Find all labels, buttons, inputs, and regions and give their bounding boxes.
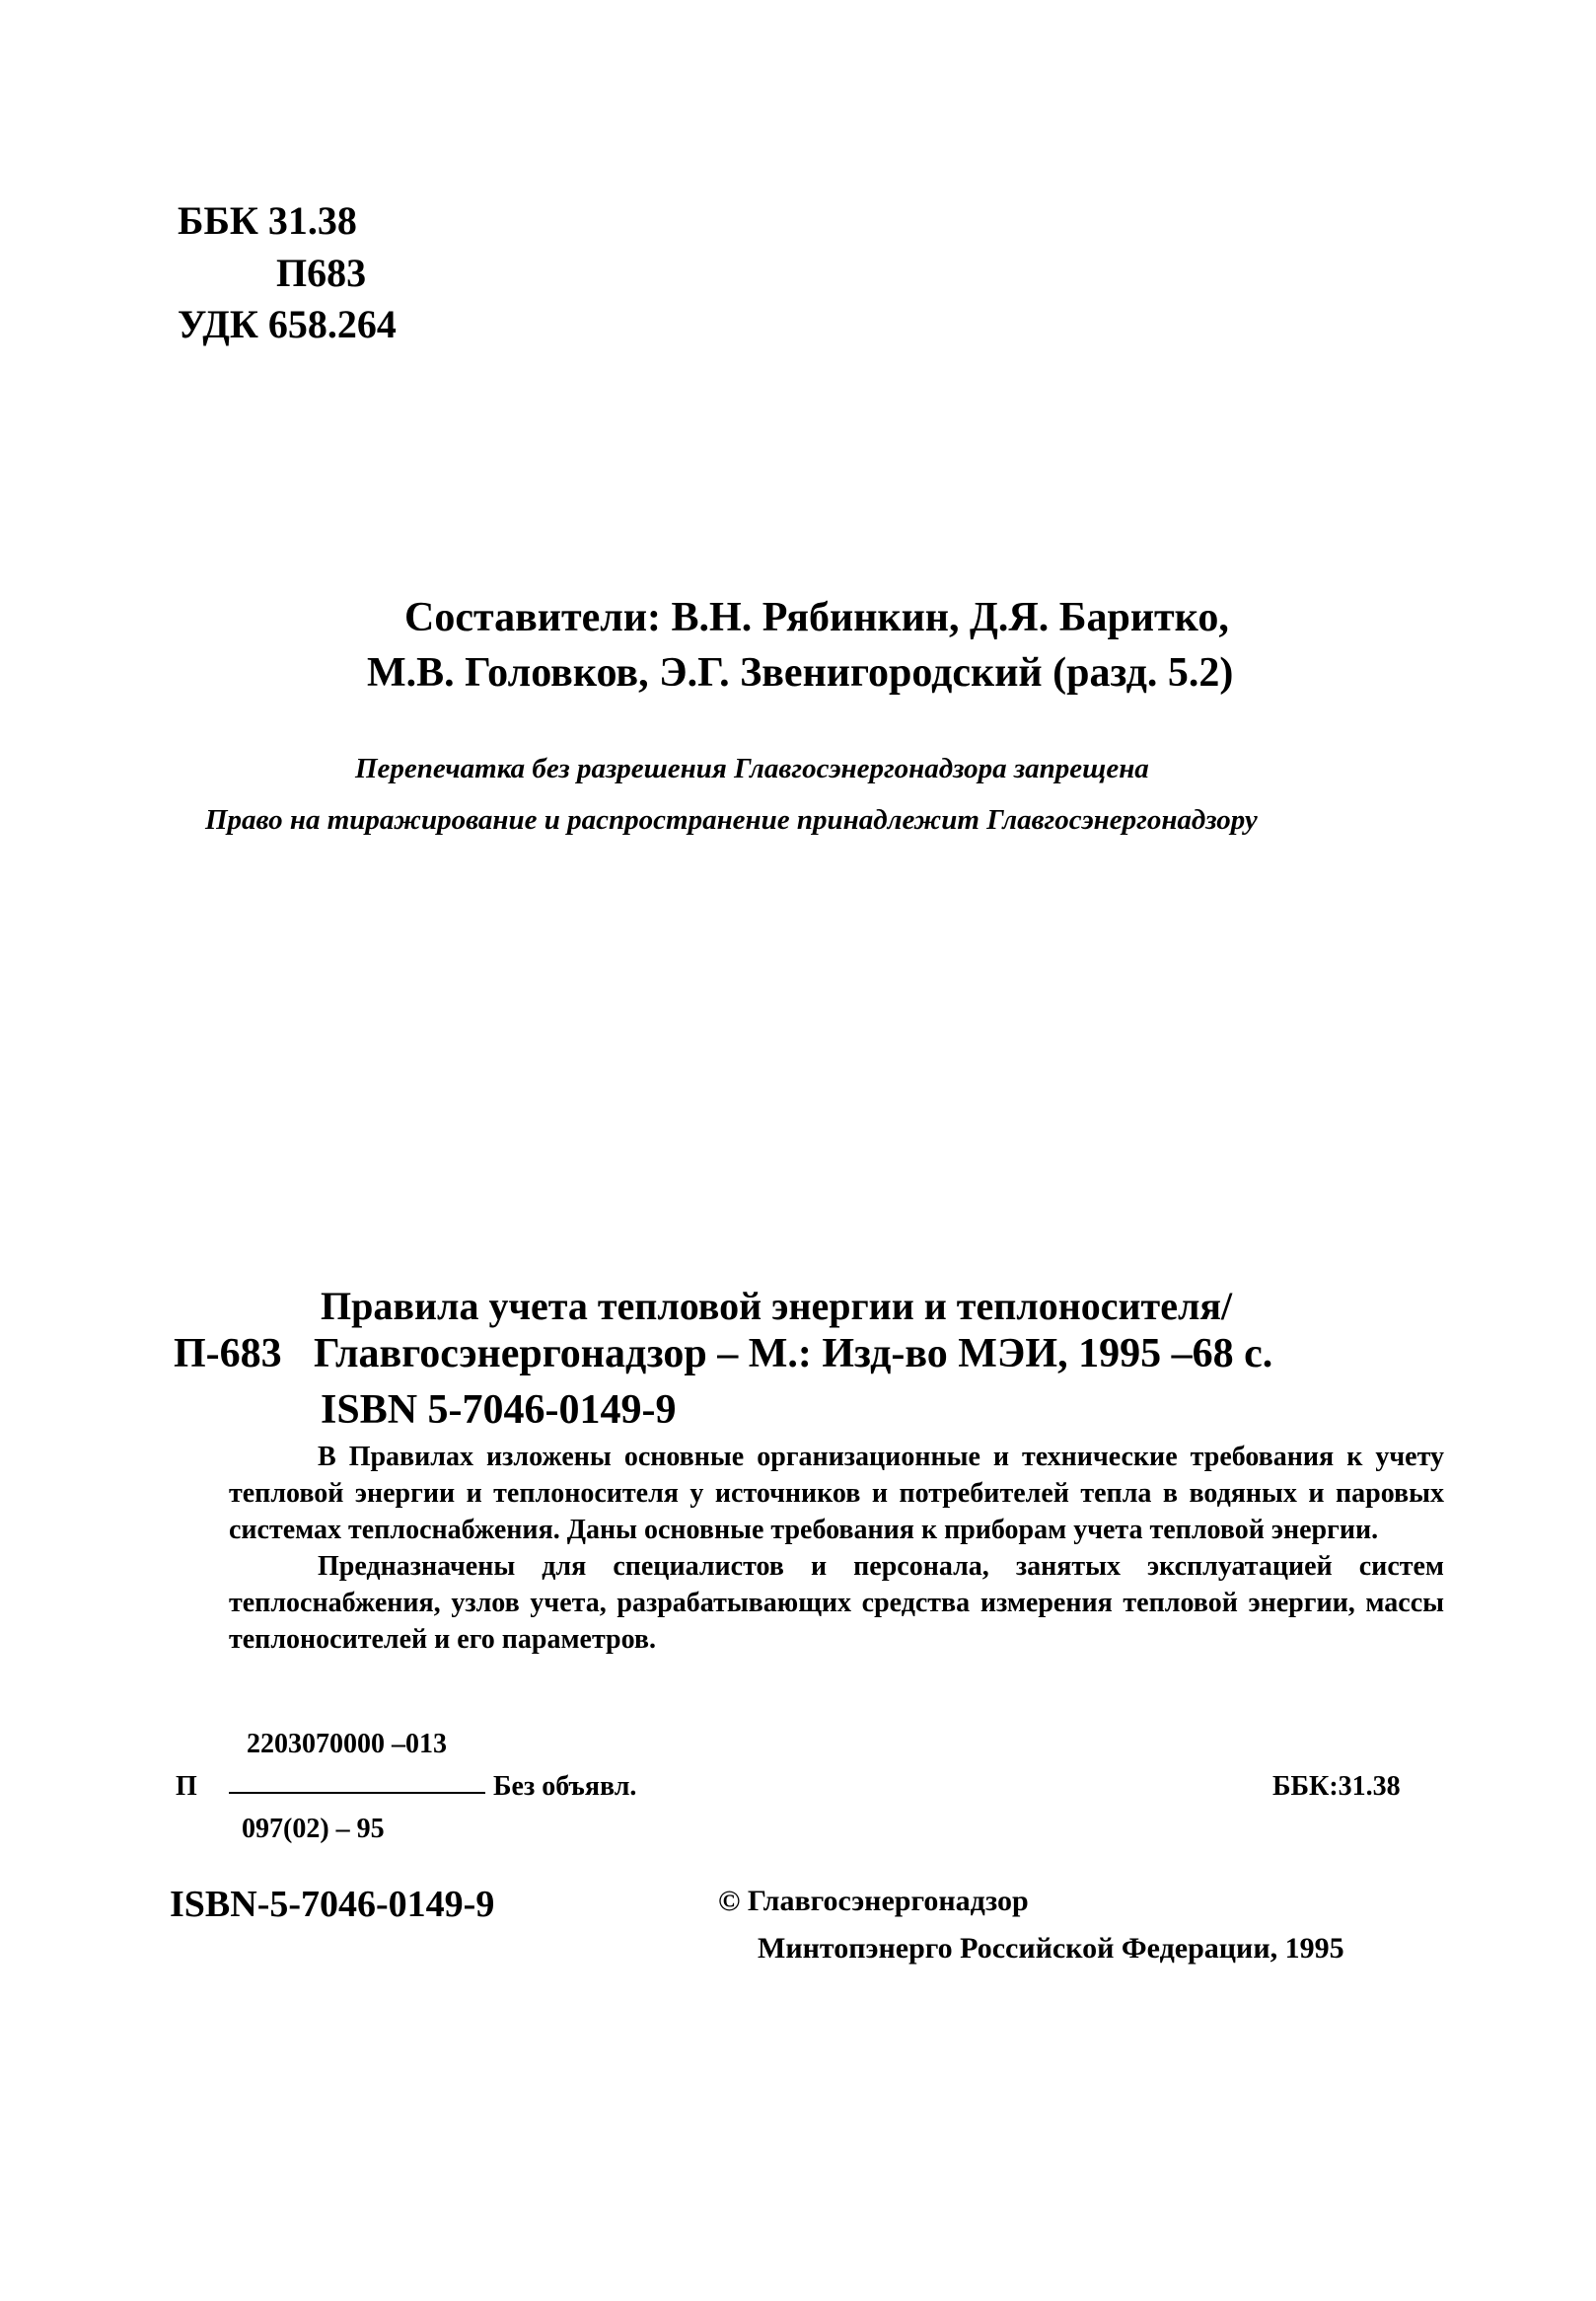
reprint-prohibition: Перепечатка без разрешения Главгосэнергонадзора запрещена	[355, 753, 1149, 784]
footer-isbn: ISBN-5-7046-0149-9	[170, 1884, 495, 1925]
compilers-line-2: М.В. Головков, Э.Г. Звенигородский (разд. 5.2)	[367, 650, 1234, 696]
fraction-line	[229, 1792, 485, 1794]
imprint-bbk: ББК:31.38	[1272, 1771, 1401, 1802]
annotation	[229, 1439, 1444, 1658]
imprint-letter: П	[176, 1771, 197, 1802]
bibliographic-mark: П-683	[174, 1331, 282, 1376]
bbk-code: ББК 31.38	[178, 198, 357, 243]
imprint-note: Без объявл.	[493, 1771, 637, 1802]
udk-code: УДК 658.264	[178, 302, 397, 346]
copyright-line-1: © Главгосэнергонадзор	[718, 1885, 1029, 1917]
copyright-line-2: Минтопэнерго Российской Федерации, 1995	[758, 1932, 1344, 1965]
isbn-line: ISBN 5-7046-0149-9	[321, 1387, 677, 1433]
author-mark: П683	[276, 251, 367, 295]
annotation-paragraph-1: В Правилах изложены основные организационные и технические требования к учету тепловой энергии и теплоносителя у источников и потребителей тепла в водяных и паровых системах теплоснабжения. Даны основные требования к приборам учета тепловой энергии.	[229, 1442, 1444, 1545]
copyright-rights: Право на тиражирование и распространение принадлежит Главгосэнергонадзору	[205, 804, 1258, 836]
book-title: Правила учета тепловой энергии и теплоносителя/	[321, 1284, 1233, 1328]
imprint-numerator: 2203070000 –013	[247, 1729, 447, 1759]
publisher-line: Главгосэнергонадзор – М.: Изд-во МЭИ, 1995 –68 с.	[314, 1331, 1273, 1376]
compilers-line-1: Составители: В.Н. Рябинкин, Д.Я. Баритко,	[404, 595, 1229, 640]
imprint-denominator: 097(02) – 95	[242, 1814, 385, 1844]
annotation-paragraph-2: Предназначены для специалистов и персонала, занятых эксплуатацией систем теплоснабжения, узлов учета, разрабатывающих средства измерения тепловой энергии, массы теплоносителей и его параметров.	[229, 1551, 1444, 1655]
